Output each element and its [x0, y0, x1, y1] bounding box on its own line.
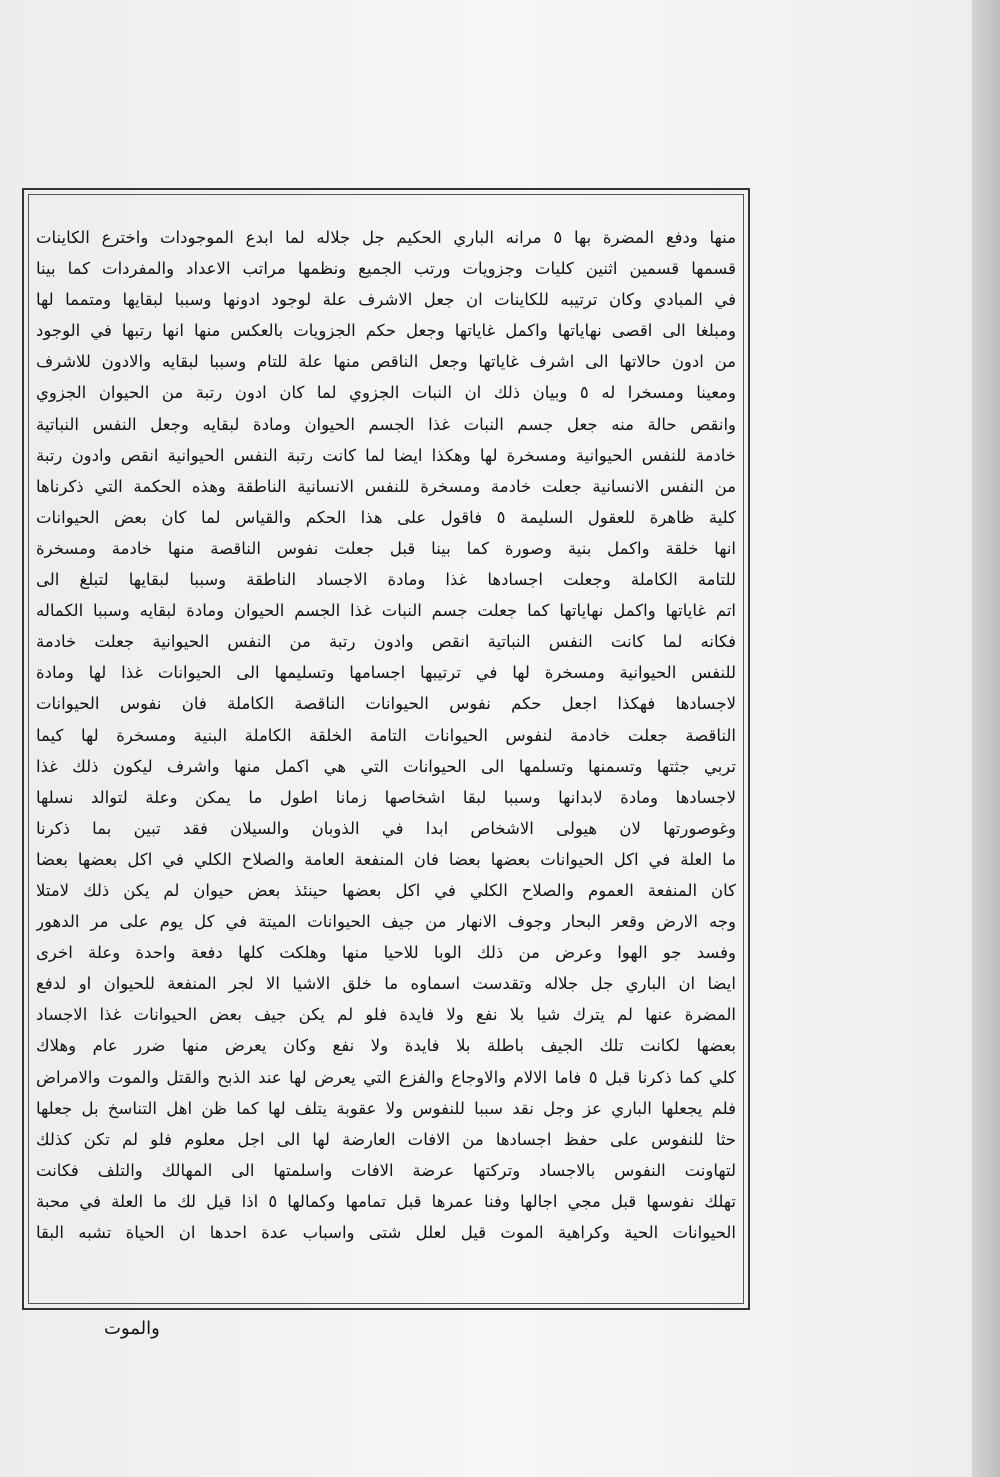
manuscript-line: انها خلقة واكمل بنية وصورة كما بينا قبل جعلت نفوس الناقصة منها خادمة ومسخرة	[36, 538, 736, 558]
manuscript-line: ومعينا ومسخرا له ٥ وبيان ذلك ان النبات الجزوي لما كان ادون رتبة من الحيوان الجزوي	[36, 383, 736, 403]
manuscript-line: خادمة للنفس الحيوانية ومسخرة لها وهكذا ايضا لما كانت رتبة النفس الحيوانية انقص وادون رتبة	[36, 445, 736, 465]
catchword: والموت	[104, 1318, 160, 1339]
manuscript-line: اتم غاياتها واكمل نهاياتها كما جعلت جسم النبات غذا الجسم الحيوان ومادة لبقايه وسببا الكماله	[36, 601, 736, 621]
manuscript-line: لتهاونت النفوس بالاجساد وتركتها عرضة الافات واسلمتها الى المهالك والتلف فكانت	[36, 1160, 736, 1180]
manuscript-line: المضرة عنها لم يترك شيا بلا نفع ولا فايدة فلو لم يكن جيف بعض الحيوانات غذا الاجساد	[36, 1005, 736, 1025]
manuscript-line: منها ودفع المضرة بها ٥ مرانه الباري الحكيم جل جلاله لما ابدع الموجودات واخترع الكاينات	[36, 228, 736, 247]
manuscript-line: للنفس الحيوانية ومسخرة لها في ترتيبها اجسامها وتسليمها الى الحيوانات غذا لها ومادة	[36, 663, 736, 683]
manuscript-line: وجه الارض وقعر البحار وجوف الانهار من جيف الحيوانات الميتة في كل يوم على مر الدهور	[36, 912, 736, 932]
manuscript-line: الناقصة جعلت خادمة لنفوس الحيوانات التامة الخلقة الكاملة البنية ومسخرة لها كيما	[36, 725, 736, 745]
manuscript-line: الحيوانات الحية وكراهية الموت قيل لعلل شتى واسباب عدة احدها ان الحياة تشبه البقا	[36, 1223, 736, 1242]
manuscript-line: في المبادي وكان ترتيبه للكاينات ان جعل الاشرف علة لوجود ادونها وسببا لبقايها ومتمما لها	[36, 290, 736, 310]
manuscript-line: فكانه لما كانت النفس النباتية انقص وادون رتبة من النفس الحيوانية جعلت خادمة	[36, 632, 736, 652]
manuscript-line: بعضها لكانت تلك الجيف باطلة بلا فايدة ولا نفع وكان يعرض منها ضرر عام وهلاك	[36, 1036, 736, 1056]
manuscript-text-block	[36, 222, 736, 1307]
manuscript-line: وغوصورتها لان هيولى الاشخاص ابدا في الذوبان والسيلان فقد تبين بما ذكرنا	[36, 818, 736, 838]
manuscript-line: لاجسادها ومادة لابدانها وسببا لبقا اشخاصها زمانا اطول ما يمكن وعلة لتوالد نسلها	[36, 787, 736, 807]
manuscript-line: تربي جثتها وتسمنها وتسلمها الى الحيوانات التي هي اكمل منها واشرف ليكون ذلك غذا	[36, 756, 736, 776]
manuscript-line: كلية ظاهرة للعقول السليمة ٥ فاقول على هذا الحكم والقياس لما كان بعض الحيوانات	[36, 507, 736, 527]
manuscript-line: وانقص حالة منه جعل جسم النبات غذا الجسم الحيوان ومادة لبقايه وجعل النفس النباتية	[36, 414, 736, 434]
manuscript-line: ومبلغا الى اقصى نهاياتها واكمل غاياتها وجعل حكم الجزويات بالعكس منها انها رتبها في الوجود	[36, 321, 736, 341]
manuscript-line: كلي كما ذكرنا قبل ٥ فاما الالام والاوجاع والفزع التي يعرض لها عند الذبح والقتل والموت والامراض	[36, 1067, 736, 1087]
manuscript-line: ما العلة في اكل الحيوانات بعضها بعضا فان المنفعة العامة والصلاح الكلي في اكل بعضها بعضا	[36, 849, 736, 869]
manuscript-line: تهلك نفوسها قبل مجي اجالها وفنا عمرها قبل تمامها وكمالها ٥ اذا قيل لك ما العلة في محبة	[36, 1191, 736, 1211]
manuscript-line: من ادون حالاتها الى اشرف غاياتها وجعل الناقص منها علة للتام وسببا لبقايه والادون للاشرف	[36, 352, 736, 372]
page-gutter-shadow	[972, 0, 1000, 1477]
manuscript-line: ايضا ان الباري جل جلاله وتقدست اسماوه ما خلق الاشيا الا لجر المنفعة للحيوان او لدفع	[36, 974, 736, 994]
manuscript-line: فلم يجعلها الباري عز وجل نقد سببا للنفوس ولا عقوبة يتلف لها كما ظن اهل التناسخ بل جعلها	[36, 1098, 736, 1118]
manuscript-line: لاجسادها فهكذا اجعل حكم نفوس الحيوانات الناقصة الكاملة فان نفوس الحيوانات	[36, 694, 736, 714]
manuscript-line: من النفس الانسانية جعلت خادمة ومسخرة للنفس الانسانية الناطقة وهذه الحكمة التي ذكرناها	[36, 476, 736, 496]
manuscript-line: قسمها قسمين اثنين كليات وجزويات ورتب الجميع ونظمها مراتب الاعداد والمفردات كما بينا	[36, 259, 736, 279]
manuscript-line: للتامة الكاملة وجعلت اجسادها غذا ومادة الاجساد الناطقة وسببا لبقايها لتبلغ الى	[36, 570, 736, 590]
manuscript-line: كان المنفعة العموم والصلاح الكلي في اكل بعضها حينئذ بعض حيوان لم يكن ذلك لامتلا	[36, 880, 736, 900]
manuscript-line: وفسد جو الهوا وعرض من ذلك الوبا للاحيا منها وهلكت كلها دفعة واحدة وعلة اخرى	[36, 943, 736, 963]
manuscript-line: حثا للنفوس على حفظ اجسادها من الافات العارضة لها الى اجل معلوم فلو لم تكن كذلك	[36, 1129, 736, 1149]
